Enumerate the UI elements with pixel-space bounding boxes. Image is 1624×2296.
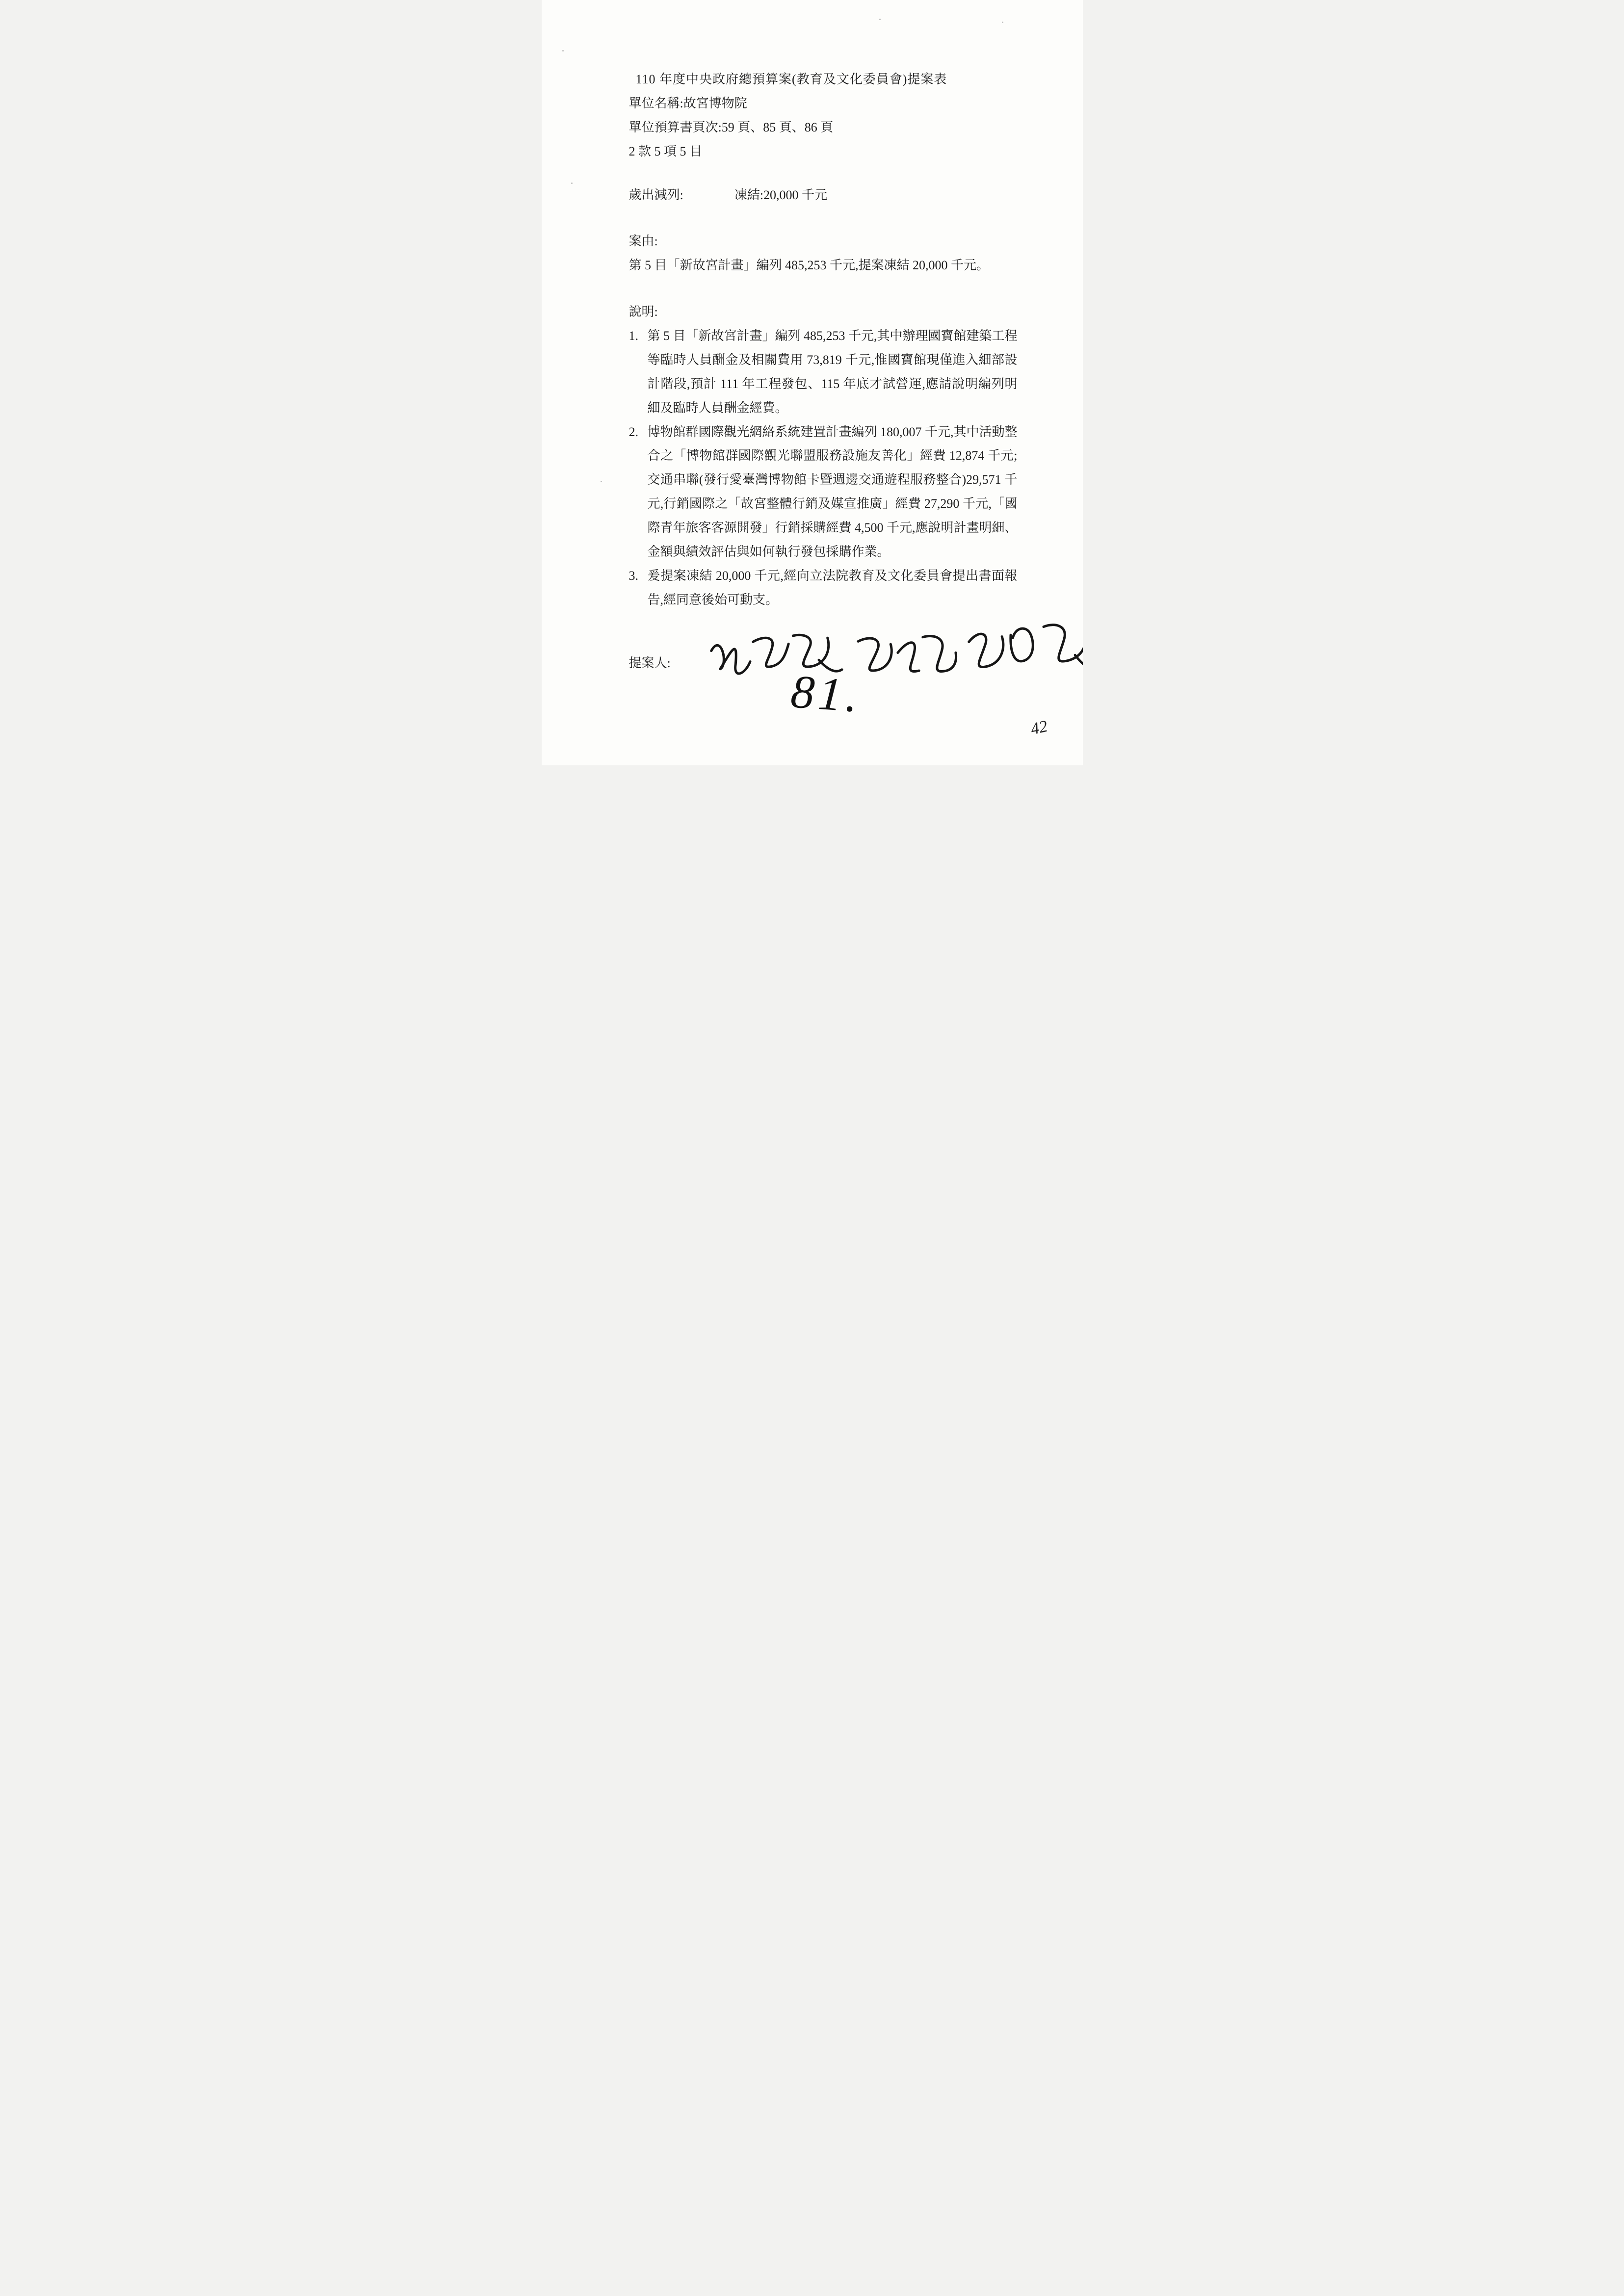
handwritten-signature-3 (956, 604, 1082, 692)
spacer (629, 207, 1018, 230)
handwritten-number-81: 81. (788, 664, 864, 722)
item-number: 2. (629, 424, 638, 439)
item-text: 第 5 目「新故宮計畫」編列 485,253 千元,其中辦理國寶館建築工程等臨時人員酬金及相關費用 73,819 千元,惟國寶館現僅進入細部設計階段,預計 111 年工程發包、115 年底才試營運,應請說明編列明細及臨時人員酬金經費。 (647, 329, 1018, 415)
explanation-item (629, 324, 1018, 420)
scan-speckle (601, 481, 602, 482)
case-label: 案由: (629, 234, 658, 249)
explanation-item (629, 420, 1018, 564)
scan-speckle (1002, 22, 1003, 23)
budget-item-line: 2 款 5 項 5 目 (629, 144, 703, 158)
explanation-item (629, 564, 1018, 612)
item-number: 3. (629, 568, 638, 583)
freeze-amount: 凍結:20,000 千元 (734, 187, 827, 202)
reduction-line (629, 183, 1018, 208)
spacer (629, 278, 1018, 300)
item-number: 1. (629, 329, 638, 343)
document-title: 110 年度中央政府總預算案(教育及文化委員會)提案表 (635, 72, 947, 86)
handwritten-page-number-42: 42 (1028, 717, 1049, 739)
proposer-label: 提案人: (629, 655, 671, 670)
reduction-label: 歲出減列: (629, 187, 683, 202)
scan-speckle (562, 50, 564, 52)
item-text: 博物館群國際觀光網絡系統建置計畫編列 180,007 千元,其中活動整合之「博物館群國際觀光聯盟服務設施友善化」經費 12,874 千元;交通串聯(發行愛臺灣博物館卡暨週邊交通遊程服務整合)29,571 千元,行銷國際之「故宮整體行銷及媒宣推廣」經費 27,290 千元,「國際青年旅客客源開發」行銷採購經費 4,500 千元,應說明計畫明細、金額與績效評估與如何執行發包採購作業。 (647, 424, 1018, 559)
unit-name-line: 單位名稱:故宮博物院 (629, 96, 747, 110)
scan-speckle (879, 19, 881, 20)
item-text: 爰提案凍結 20,000 千元,經向立法院教育及文化委員會提出書面報告,經同意後始可動支。 (647, 568, 1018, 607)
proposer-area (629, 638, 1018, 756)
scanned-document-page (542, 0, 1083, 765)
explanation-label: 說明: (629, 305, 658, 319)
scan-speckle (571, 183, 573, 184)
budget-pages-line: 單位預算書頁次:59 頁、85 頁、86 頁 (629, 120, 834, 134)
handwritten-signature-2 (847, 618, 963, 691)
document-content (629, 68, 1018, 756)
case-text: 第 5 目「新故宮計畫」編列 485,253 千元,提案凍結 20,000 千元。 (629, 258, 990, 273)
spacer (629, 164, 1018, 183)
